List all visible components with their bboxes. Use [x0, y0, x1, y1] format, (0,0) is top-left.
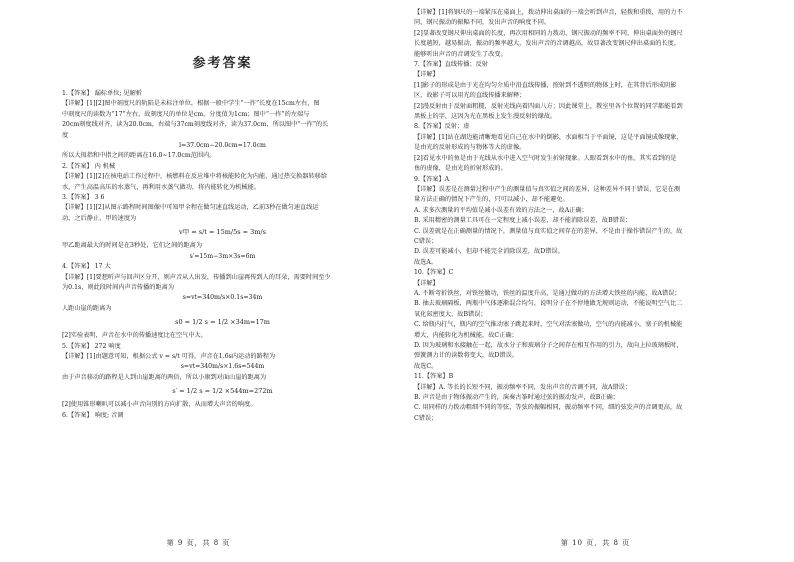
formula-line: l=37.0cm−20.0cm=17.0cm [179, 142, 266, 150]
text-line: 动，之后静止，甲的速度为 [62, 214, 137, 222]
text-line: 【详解】[1]要想听声与回声区分开，则声音从人出发，传播到山崖再传到人的耳朵，需要时间至少 [62, 273, 331, 281]
text-line: 【详解】[1][2]图中刻度尺的轨陷是未标注单位，根据一般中学生“一拃”长度在15cm左右，图 [62, 100, 320, 108]
text-line: 弹簧测力计的读数将变大，故D错误。 [414, 352, 518, 360]
formula-line: s0 = 1/2 s = 1/2 ×34m=17m [175, 318, 270, 327]
text-line: 黑板上的字，这因为光在黑板上发生漫反射的缘故。 [414, 113, 557, 121]
text-line: 水，产生高温高压的水蒸气，再利用水蒸气做功，将内能转化为机械能。 [62, 183, 260, 191]
text-line: C. 误差就是在正确测量的情况下，测量值与真实值之间存在的差异，不是由于操作错误产生的，故 [414, 227, 683, 235]
text-line: 同，钢尺振动的振幅不同，发出声音的响度不同。 [414, 19, 551, 27]
text-line: 氧化氮密度大，故B错误； [414, 310, 487, 318]
text-line: A. 不断弯折铁丝，对铁丝做功，铁丝的温度升高，是通过做功的方法增大铁丝的内能，故A错误； [414, 289, 681, 297]
text-line: 3.【答案】 3 6 [62, 194, 105, 202]
text-line: 【详解】A. 等长的长短不同，振动频率不同，发出声音的音调不同，故A错误； [414, 383, 632, 391]
text-line: 1.【答案】 漏标单位; 见解析 [62, 90, 142, 97]
text-line: 【详解】[1][2]在核电站工作过程中，核燃料在反应堆中将核能转化为内能，通过热交换器转移给 [62, 173, 328, 181]
text-line: [2]漫反射由于反射面粗糙，反射光线向着四面八方；因此课堂上，教室里各个位置的同学都能看到 [414, 102, 683, 110]
text-line: C错误； [414, 414, 438, 422]
text-line: [2]看见水中的鱼是由于光线从水中进入空气时发生折射现象。人眼看到水中的鱼，其实看到的是 [414, 154, 677, 162]
text-line: 长度越短，越易振动，振动的频率越大，发出声音的音调越高，故显著改变钢尺伸出桌面的长度， [414, 40, 681, 48]
text-line: 量方法正确的情况下产生的，只可以减小，却不能避免。 [414, 196, 569, 204]
text-line: 故选A。 [414, 258, 438, 266]
text-line: 【详解】[1]由题意可知，根据公式 v = s/t 可得，声音在1.6s内运动的路程为 [62, 352, 276, 360]
text-line: 是由光的反射形成的与物体等大的虚像。 [414, 144, 526, 152]
text-line: 2.【答案】 内 机械 [62, 162, 116, 170]
formula-line: s=vt=340m/s×0.1s=34m [182, 294, 263, 302]
page-footer: 第 10 页，共 8 页 [560, 539, 631, 547]
text-line: 由于声音移动的路程是人到山崖距离的两倍，所以小康到对面山崖的距离为 [62, 373, 267, 381]
text-line: 中刻度尺的读数为“17”左右，故刻度尺的单位是cm，分度值为1cm；图中“一拃”的左端与 [62, 110, 310, 118]
text-line: B. 抽去玻璃隔板，两瓶中气体逐渐混合均匀，说明分子在不停地做无规则运动，不能说明空气比二 [414, 300, 683, 308]
formula-line: s′ = 1/2 s = 1/2 ×544m=272m [172, 387, 273, 396]
text-line: 甲乙距离最大的时间是在3秒处，它们之间的距离为 [62, 242, 203, 250]
text-line: 所以大拇指和中指之间的距离在16.0~17.0cm范围内。 [62, 152, 216, 160]
text-line: 【详解】 [414, 71, 439, 79]
text-line: 8.【答案】反射；虚 [414, 123, 470, 131]
text-line: 能够听出声音的音调发生了改变。 [414, 50, 507, 58]
answer-page-10 [397, 0, 794, 562]
text-line: 【详解】误差是在测量过程中产生的测量值与真实值之间的差异，这种差异不同于错误，它是在测 [414, 185, 681, 193]
text-line: 区，故影子可以用光的直线传播来解释； [414, 92, 526, 100]
text-line: 为0.1s，则此段时间内声音传播的距离为 [62, 283, 175, 291]
formula-line: s=vt=340m/s×1.6s=544m [180, 363, 265, 371]
text-line: 【详解】[1]将钢尺的一端紧压在桌面上，拨动伸出桌面的一端会听到声音，轻拨和重拨，用的力不 [414, 9, 683, 16]
text-line: A. 求多次测量的平均值是减小误差有效的方法之一，故A正确； [414, 206, 588, 214]
text-line: 5.【答案】 272 响度 [62, 342, 121, 350]
text-line: B. 声音是由于物体振动产生的，演奏古筝时通过弦的振动发声，故B正确； [414, 394, 619, 402]
text-line: 人距山崖的距离为 [62, 304, 112, 312]
text-line: 增大，内能转化为机械能，故C正确； [414, 331, 518, 339]
text-line: 9.【答案】A [414, 175, 450, 183]
text-line: [2]显著改变钢尺伸出桌面的长度，再次用相同的力拨动，钢尺振动的频率不同，伸出桌面外的钢尺 [414, 29, 683, 37]
text-line: D. 误差可能减小，但却不能完全消除误差，故D错误。 [414, 248, 564, 256]
page-title: 参考答案 [192, 56, 253, 71]
text-line: 【详解】 [414, 279, 439, 287]
text-line: 4.【答案】 17 大 [62, 263, 111, 271]
page-footer: 第 9 页，共 8 页 [166, 539, 231, 547]
text-line: 7.【答案】直线传播；反射 [414, 61, 488, 69]
text-line: 【详解】[1][2]从图示路程时间图像中可知甲全程在做匀速直线运动，乙前3秒在做匀速直线运 [62, 204, 319, 212]
text-line: C错误； [414, 237, 438, 245]
text-line: 度 [62, 131, 69, 139]
text-line: [2]使用锥形喇叭可以减小声音向别的方向扩散，从而增大声音的响度。 [62, 401, 257, 409]
text-line: D. 因为玻璃和水接触在一起，故水分子和玻璃分子之间存在相互作用的引力，故向上拉玻璃板时， [414, 342, 683, 349]
text-line: 6.【答案】 响度; 音调 [62, 411, 124, 419]
text-line: 20cm刻度线对齐，读为20.0cm，右端与37cm刻度线对齐，读为37.0cm，所以图中“一拃”的长 [62, 121, 329, 129]
text-line: B. 采用精密的测量工具可在一定程度上减小误差，却不能消除误差，故B错误； [414, 217, 632, 225]
text-line: 鱼的虚像，是由光的折射形成的。 [414, 165, 507, 173]
text-line: C. 用同样的力拨动粗细不同的等弦，等弦的振幅相同，振动频率不同，细的弦发声的音调更高，故 [414, 404, 683, 412]
text-line: 10.【答案】C [414, 269, 454, 277]
text-line: 故选C。 [414, 362, 438, 370]
formula-line: v甲 = s/t = 15m/5s = 3m/s [179, 228, 266, 237]
text-line: C. 给瓶内打气，瓶内的空气推动塞子跳起来时，空气对活塞做功，空气的内能减小，塞子的机械能 [414, 321, 683, 329]
answer-body [414, 8, 764, 424]
answer-body [62, 89, 383, 421]
text-line: [1]影子的形成是由于光在均匀介质中沿直线传播，照射到不透明的物体上时，在其背后形成阴影 [414, 81, 677, 89]
formula-line: s′=15m−3m×3s=6m [189, 252, 256, 260]
text-line: 【详解】[1]站在湖边能清晰地看见自己在水中的倒影，水面相当于平面镜，这是平面镜成像现象， [414, 133, 683, 141]
text-line: 11.【答案】B [414, 373, 454, 381]
text-line: [2]实验表明，声音在水中的传播速度比在空气中大。 [62, 332, 207, 340]
